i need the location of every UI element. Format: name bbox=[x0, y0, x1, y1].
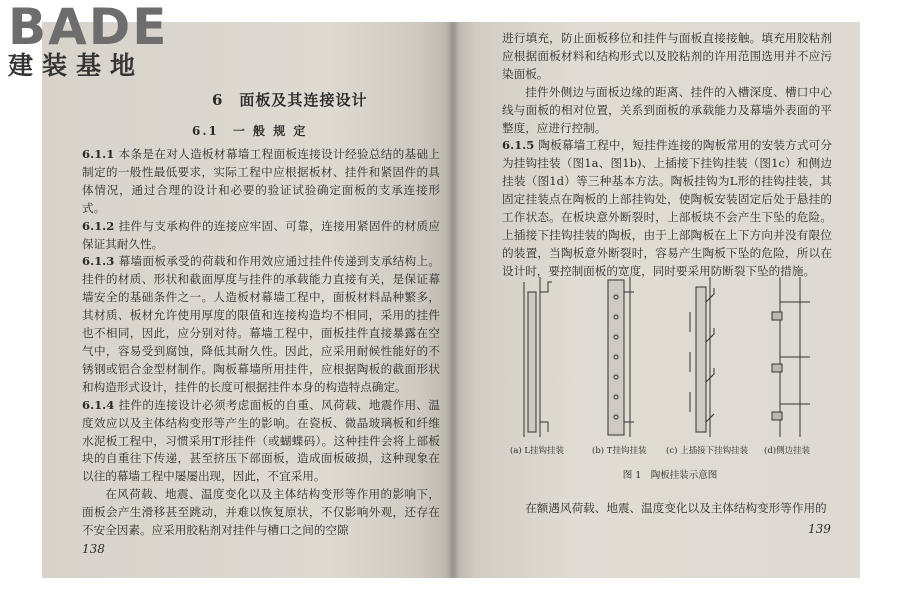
clause-text: 陶板幕墙工程中，短挂件连接的陶板常用的安装方式可分为挂钩挂装（图1a、图1b)、上插接下挂钩挂装（图1c）和侧边挂装（图1d）等三种基本方法。陶板挂钩为L形的挂钩挂装，其固定挂装点在陶板的上部挂钩处，使陶板安装固定后处于悬挂的工作状态。在板块意外断裂时，上部板块不会产生下坠的危险。上插接下挂钩挂装的陶板，由于上部陶板在上下方向并没有限位的装置，当陶板意外断裂时，容易产生陶板下坠的危险，所以在设计时，要控制面板的宽度，同时要采用防断裂下坠的措施。 bbox=[502, 138, 832, 278]
section-title: 6.1 一 般 规 定 bbox=[192, 124, 308, 138]
clause-text: 幕墙面板承受的荷载和作用效应通过挂件传递到支承结构上。挂件的材质、形状和截面厚度与挂件的承载能力直接有关，是保证幕墙安全的基础条件之一。人造板材幕墙工程中，面板材料品种繁多，其材质、板材允许使用厚度的限值和连接构造均不相同，采用的挂件也不相同，因此，应分别对待。幕墙工程中，面板挂件直接暴露在空气中，容易受到腐蚀，降低其耐久性。因此，应采用耐候性能好的不锈钢或铝合金型材制作。陶板幕墙所用挂件，应根据陶板的截面形状和构造形式设计，挂件的长度可根据挂件本身的构造特点确定。 bbox=[82, 254, 440, 394]
clause-text: 挂件与支承构件的连接应牢固、可靠，连接用紧固件的材质应保证其耐久性。 bbox=[82, 218, 440, 251]
clause-number: 6.1.2 bbox=[82, 218, 115, 233]
diagram-c-top-insert-bottom-hook bbox=[690, 277, 714, 437]
page-number-right: 139 bbox=[808, 522, 831, 536]
brand-logo bbox=[8, 0, 169, 81]
clause-number: 6.1.1 bbox=[82, 147, 115, 161]
paragraph-6-1-4 bbox=[82, 397, 440, 487]
paragraph-continuation: 进行填充，防止面板移位和挂件与面板直接接触。填充用胶粘剂应根据面板材料和结构形式以及胶粘剂的许用范围选用并不应污染面板。 bbox=[502, 31, 832, 81]
paragraph-6-1-5 bbox=[502, 137, 832, 280]
left-page bbox=[42, 22, 452, 578]
label-a: (a) L挂钩挂装 bbox=[510, 446, 565, 456]
clause-number: 6.1.3 bbox=[82, 254, 115, 269]
paragraph-bottom: 在额遇风荷载、地震、温度变化以及主体结构变形等作用的 bbox=[525, 501, 827, 515]
open-book bbox=[42, 22, 860, 578]
label-b: (b) T挂钩挂装 bbox=[592, 446, 647, 456]
paragraph-hanger-position: 挂件外侧边与面板边缘的距离、挂件的入槽深度、槽口中心线与面板的相对位置，关系到面板的承载能力及幕墙外表面的平整度，应进行控制。 bbox=[502, 84, 832, 135]
figure-1-terracotta-hanging bbox=[510, 272, 830, 487]
page-number-left: 138 bbox=[82, 542, 105, 556]
diagram-b-t-hook bbox=[608, 277, 634, 437]
clause-number: 6.1.5 bbox=[502, 138, 535, 153]
right-body-text bbox=[502, 30, 832, 281]
right-page bbox=[452, 22, 860, 578]
clause-number: 6.1.4 bbox=[82, 397, 115, 412]
logo-wordmark: BADE bbox=[8, 0, 169, 56]
diagram-a-l-hook bbox=[524, 277, 552, 437]
paragraph-continued: 在风荷载、地震、温度变化以及主体结构变形等作用的影响下，面板会产生滑移甚至跳动，并难以恢复原状，不仅影响外观，还存在不安全因素。应采用胶粘剂对挂件与槽口之间的空隙 bbox=[82, 487, 440, 538]
logo-chinese-name: 建装基地 bbox=[8, 51, 145, 80]
clause-text: 挂件的连接设计必须考虑面板的自重、风荷载、地震作用、温度效应以及主体结构变形等产生的影响。在瓷板、微晶玻璃板和纤维水泥板工程中，习惯采用T形挂件（或蝴蝶码）。这种挂件会将上部板块的自重往下传递，甚至挤压下部面板，造成面板破损，这种现象在以往的幕墙工程中屡屡出现，因此，不宜采用。 bbox=[82, 397, 440, 484]
paragraph-6-1-3 bbox=[82, 253, 440, 396]
paragraph-6-1-1 bbox=[82, 146, 440, 218]
label-d: (d)侧边挂装 bbox=[764, 446, 811, 456]
left-body-text bbox=[82, 146, 440, 540]
paragraph-6-1-2 bbox=[82, 218, 440, 254]
chapter-title: 6 面板及其连接设计 bbox=[212, 91, 368, 109]
clause-text: 本条是在对人造板材幕墙工程面板连接设计经验总结的基础上制定的一般性最低要求，实际工程中应根据板材、挂件和紧固件的具体情况，通过合理的设计和必要的验证试验确定面板的支承连接形式。 bbox=[82, 147, 440, 215]
figure-caption: 图 1 陶板挂装示意图 bbox=[622, 470, 718, 481]
hanging-diagrams bbox=[510, 272, 830, 442]
label-c: (c) 上插接下挂钩挂装 bbox=[666, 446, 749, 456]
diagram-d-side-hanging bbox=[772, 277, 810, 437]
book-gutter bbox=[446, 22, 460, 578]
